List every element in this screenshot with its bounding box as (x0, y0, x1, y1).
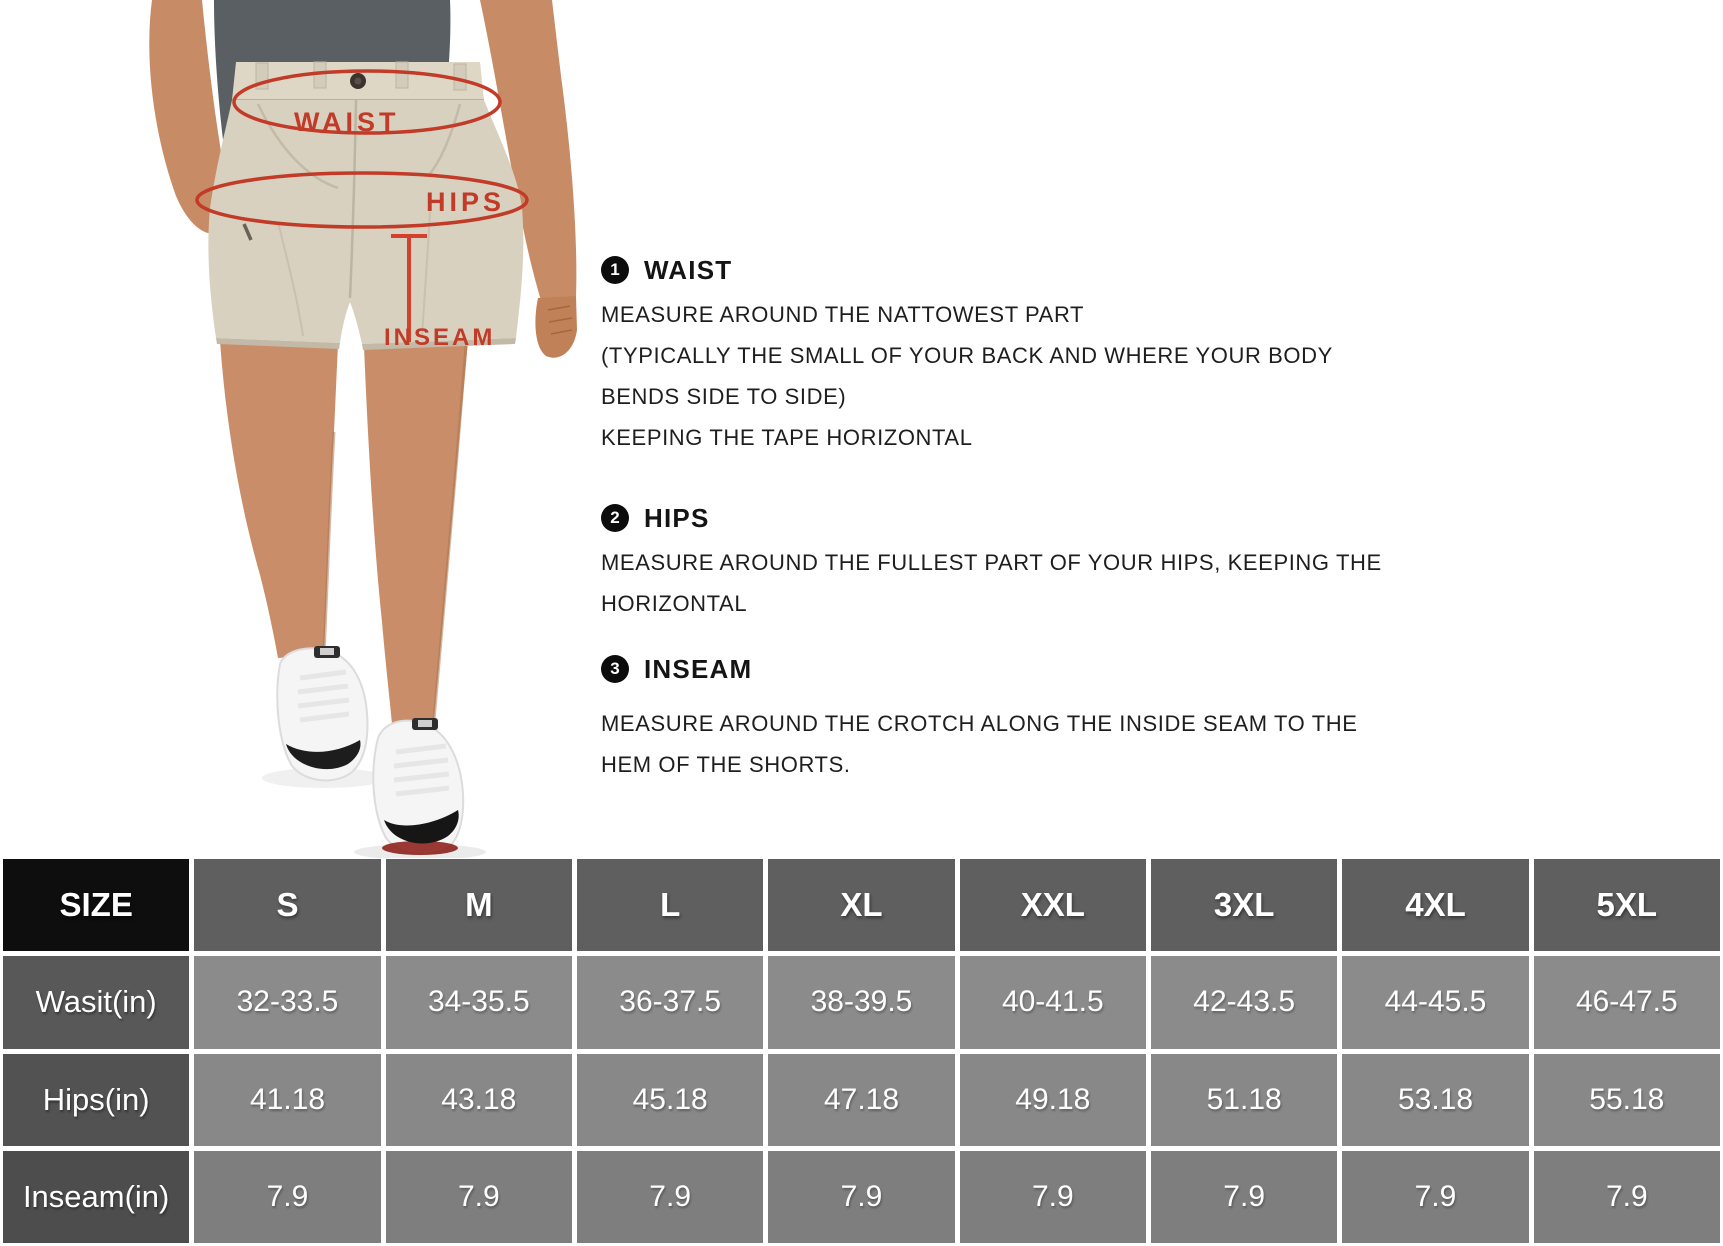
size-table-cell: 7.9 (194, 1151, 380, 1243)
instruction-hips-body (601, 542, 1382, 624)
size-chart-table (0, 859, 1723, 1246)
size-table-header-5xl: 5XL (1534, 859, 1720, 951)
instruction-line: MEASURE AROUND THE FULLEST PART OF YOUR HIPS, KEEPING THE (601, 550, 1382, 575)
size-table-cell: 46-47.5 (1534, 956, 1720, 1048)
size-table-header-m: M (386, 859, 572, 951)
size-table-cell: 55.18 (1534, 1054, 1720, 1146)
size-table-cell: 7.9 (960, 1151, 1146, 1243)
size-table-cell: 7.9 (1342, 1151, 1528, 1243)
right-leg (364, 341, 468, 724)
size-table-row-label-hips: Hips(in) (3, 1054, 189, 1146)
instruction-hips-title: HIPS (644, 502, 710, 533)
model-illustration (128, 0, 600, 858)
number-3-badge: 3 (601, 655, 629, 683)
size-table-cell: 51.18 (1151, 1054, 1337, 1146)
size-table-cell: 38-39.5 (768, 956, 954, 1048)
size-table-cell: 7.9 (768, 1151, 954, 1243)
size-table-cell: 44-45.5 (1342, 956, 1528, 1048)
number-2-badge: 2 (601, 504, 629, 532)
instruction-line: MEASURE AROUND THE CROTCH ALONG THE INSIDE SEAM TO THE (601, 711, 1358, 736)
instruction-line: HEM OF THE SHORTS. (601, 752, 851, 777)
instruction-line: KEEPING THE TAPE HORIZONTAL (601, 425, 973, 450)
instruction-waist-heading (601, 254, 1333, 286)
size-table-cell: 36-37.5 (577, 956, 763, 1048)
size-table-row-label-waist: Wasit(in) (3, 956, 189, 1048)
size-table-header-xl: XL (768, 859, 954, 951)
size-table-cell: 49.18 (960, 1054, 1146, 1146)
model-photo (128, 0, 600, 858)
size-table-header-4xl: 4XL (1342, 859, 1528, 951)
inseam-label: INSEAM (384, 324, 496, 351)
instruction-waist-title: WAIST (644, 254, 733, 285)
size-table-cell: 7.9 (1151, 1151, 1337, 1243)
size-table-cell: 45.18 (577, 1054, 763, 1146)
size-table-cell: 32-33.5 (194, 956, 380, 1048)
instruction-line: HORIZONTAL (601, 591, 748, 616)
size-table-corner: SIZE (3, 859, 189, 951)
instruction-hips-heading (601, 502, 1382, 534)
size-table-cell: 7.9 (577, 1151, 763, 1243)
instruction-line: (TYPICALLY THE SMALL OF YOUR BACK AND WHERE YOUR BODY (601, 343, 1333, 368)
size-table-cell: 43.18 (386, 1054, 572, 1146)
size-table-row-label-inseam: Inseam(in) (3, 1151, 189, 1243)
size-table-cell: 47.18 (768, 1054, 954, 1146)
hips-label: HIPS (426, 187, 506, 217)
instruction-inseam-heading (601, 653, 1358, 685)
number-1-badge: 1 (601, 256, 629, 284)
size-table-cell: 53.18 (1342, 1054, 1528, 1146)
size-table-header-l: L (577, 859, 763, 951)
instruction-waist (601, 254, 1333, 458)
size-table-header-xxl: XXL (960, 859, 1146, 951)
instruction-inseam-body (601, 703, 1358, 785)
size-table-cell: 34-35.5 (386, 956, 572, 1048)
instruction-waist-body (601, 294, 1333, 458)
instruction-line: BENDS SIDE TO SIDE) (601, 384, 847, 409)
size-table-header-3xl: 3XL (1151, 859, 1337, 951)
size-table-cell: 40-41.5 (960, 956, 1146, 1048)
instruction-hips (601, 502, 1382, 624)
size-table-header-s: S (194, 859, 380, 951)
waist-label: WAIST (294, 107, 400, 137)
right-hand (535, 296, 577, 358)
size-table-cell: 42-43.5 (1151, 956, 1337, 1048)
instruction-line: MEASURE AROUND THE NATTOWEST PART (601, 302, 1085, 327)
size-table-cell: 7.9 (1534, 1151, 1720, 1243)
instruction-inseam (601, 653, 1358, 785)
size-table-cell: 7.9 (386, 1151, 572, 1243)
instruction-inseam-title: INSEAM (644, 653, 753, 684)
left-leg (220, 341, 338, 658)
size-table-cell: 41.18 (194, 1054, 380, 1146)
